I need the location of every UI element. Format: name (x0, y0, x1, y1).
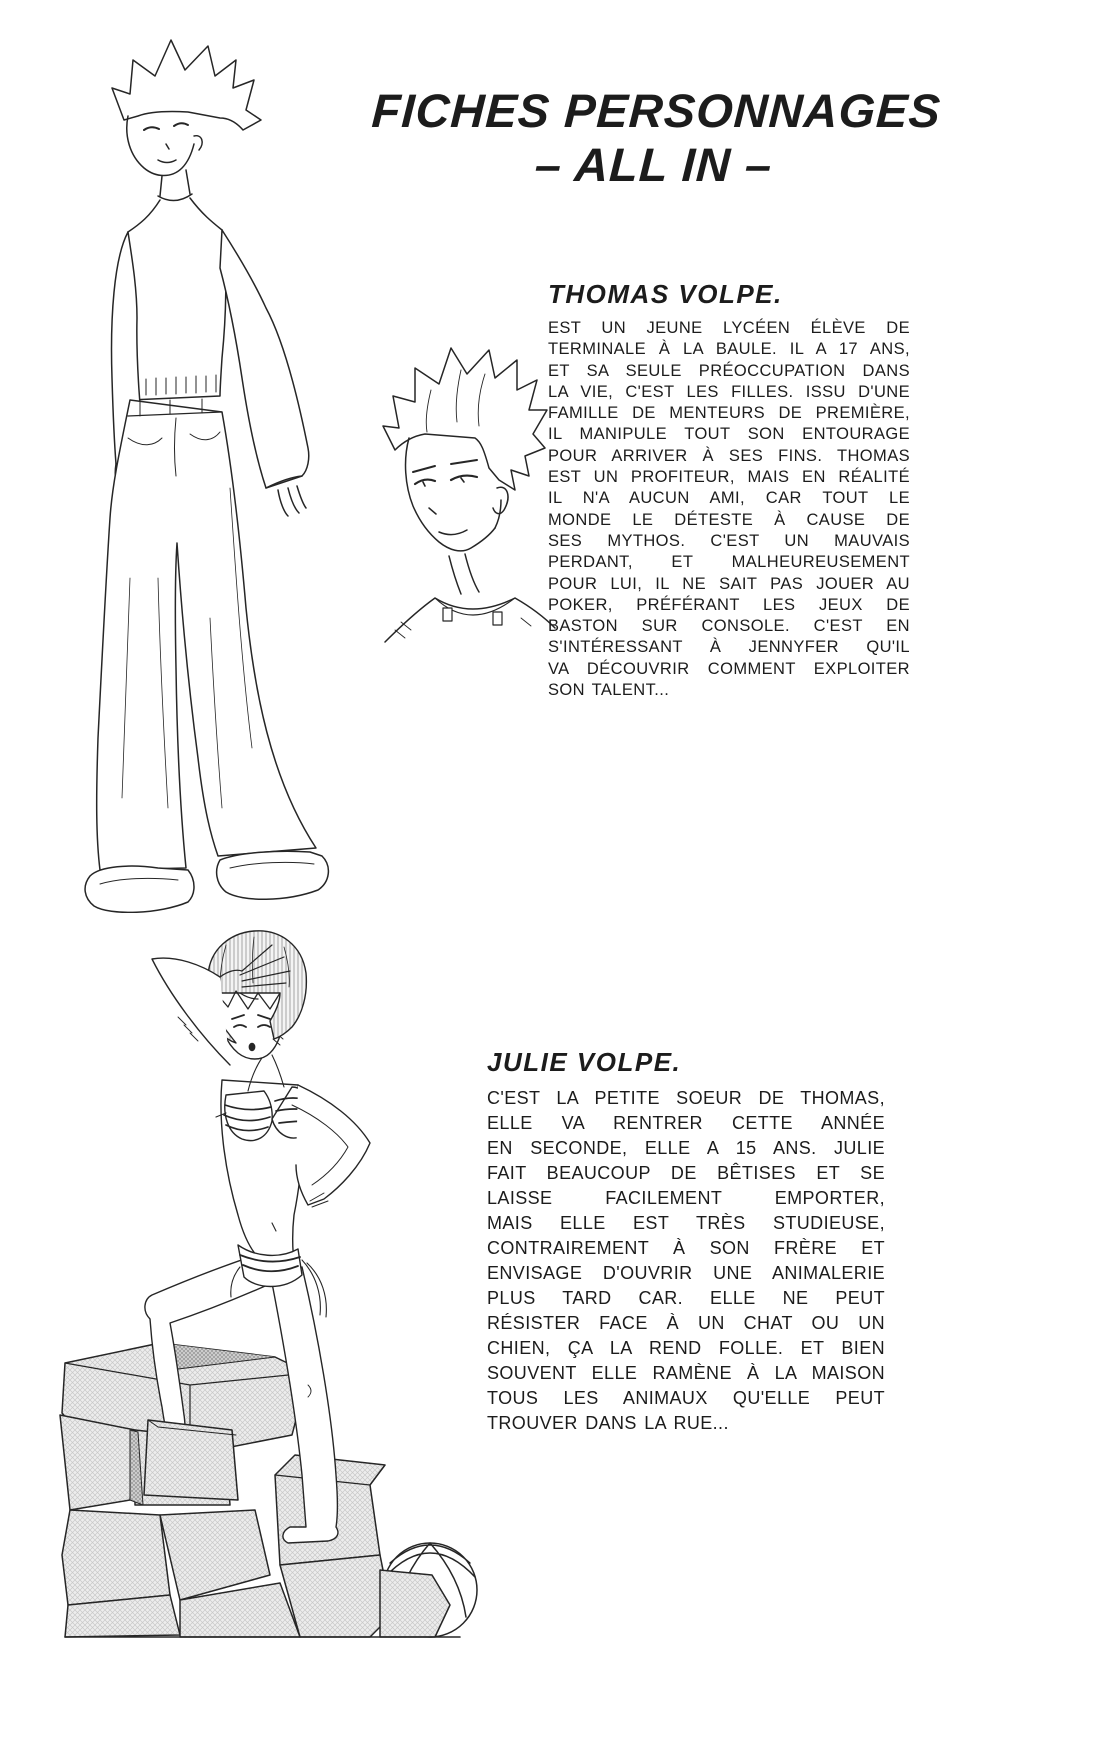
thomas-portrait-drawing (365, 330, 565, 665)
bio-line: PERDANT, ET MALHEUREUSEMENT (548, 553, 910, 572)
page-title (307, 84, 1003, 192)
thomas-description (548, 318, 910, 701)
bio-line: EN SECONDE, ELLE A 15 ANS. JULIE (487, 1138, 885, 1158)
bio-line: LAISSE FACILEMENT EMPORTER, (487, 1188, 885, 1208)
bio-line: POUR LUI, IL NE SAIT PAS JOUER AU (548, 574, 910, 593)
bio-line: EST UN PROFITEUR, MAIS EN RÉALITÉ (548, 468, 910, 487)
bio-line: FAMILLE DE MENTEURS DE PREMIÈRE, (548, 404, 910, 423)
rocks (60, 1343, 460, 1637)
bio-line: VA DÉCOUVRIR COMMENT EXPLOITER (548, 659, 910, 678)
bio-line: TERMINALE À LA BAULE. IL A 17 ANS, (548, 340, 910, 359)
bio-line: IL N'A AUCUN AMI, CAR TOUT LE (548, 489, 910, 508)
thomas-portrait-hair (383, 348, 547, 490)
thomas-full-body-drawing (70, 18, 355, 913)
julie-name-heading: JULIE VOLPE. (487, 1047, 682, 1077)
bio-line: SOUVENT ELLE RAMÈNE À LA MAISON (487, 1363, 885, 1383)
bio-line: BASTON SUR CONSOLE. C'EST EN (548, 617, 910, 636)
bio-line: CONTRAIREMENT À SON FRÈRE ET (487, 1238, 885, 1258)
page-title-line2: – ALL IN – (533, 138, 774, 191)
bio-line: SES MYTHOS. C'EST UN MAUVAIS (548, 531, 910, 550)
julie-bio (487, 1047, 885, 1436)
thomas-name-heading: THOMAS VOLPE. (548, 279, 783, 309)
julie-description (487, 1086, 885, 1436)
bio-line: FAIT BEAUCOUP DE BÊTISES ET SE (487, 1163, 885, 1183)
bio-line: TOUS LES ANIMAUX QU'ELLE PEUT (487, 1388, 885, 1408)
bio-line: IL MANIPULE TOUT SON ENTOURAGE (548, 425, 910, 444)
bio-line: POUR ARRIVER À SES FINS. THOMAS (548, 446, 910, 465)
bio-line: EST UN JEUNE LYCÉEN ÉLÈVE DE (548, 319, 910, 337)
julie-beach-sketch (40, 915, 480, 1655)
bio-line: ELLE VA RENTRER CETTE ANNÉE (487, 1113, 885, 1133)
bio-line: MONDE LE DÉTESTE À CAUSE DE (548, 510, 910, 529)
thomas-full-body-sketch (70, 18, 355, 913)
front-rock (144, 1420, 238, 1500)
bio-line: C'EST LA PETITE SOEUR DE THOMAS, (487, 1088, 885, 1108)
bio-line: LA VIE, C'EST LES FILLES. ISSU D'UNE (548, 382, 910, 401)
julie-scene-drawing (40, 915, 480, 1655)
page-title-line1: FICHES PERSONNAGES (370, 84, 943, 137)
bio-line: CHIEN, ÇA LA REND FOLLE. ET BIEN (487, 1338, 885, 1358)
bio-line: PLUS TARD CAR. ELLE NE PEUT (487, 1288, 885, 1308)
bio-line: MAIS ELLE EST TRÈS STUDIEUSE, (487, 1213, 885, 1233)
thomas-portrait-sketch (365, 330, 565, 665)
bio-line: S'INTÉRESSANT À JENNYFER QU'IL (548, 638, 910, 657)
thomas-hair (112, 40, 261, 130)
bio-line: POKER, PRÉFÉRANT LES JEUX DE (548, 595, 910, 614)
bio-line: TROUVER DANS LA RUE... (487, 1413, 729, 1433)
bio-line: SON TALENT... (548, 681, 670, 700)
bio-line: ENVISAGE D'OUVRIR UNE ANIMALERIE (487, 1263, 885, 1283)
thomas-bio (548, 279, 910, 701)
bio-line: RÉSISTER FACE À UN CHAT OU UN (487, 1313, 885, 1333)
bio-line: ET SA SEULE PRÉOCCUPATION DANS (548, 361, 910, 380)
